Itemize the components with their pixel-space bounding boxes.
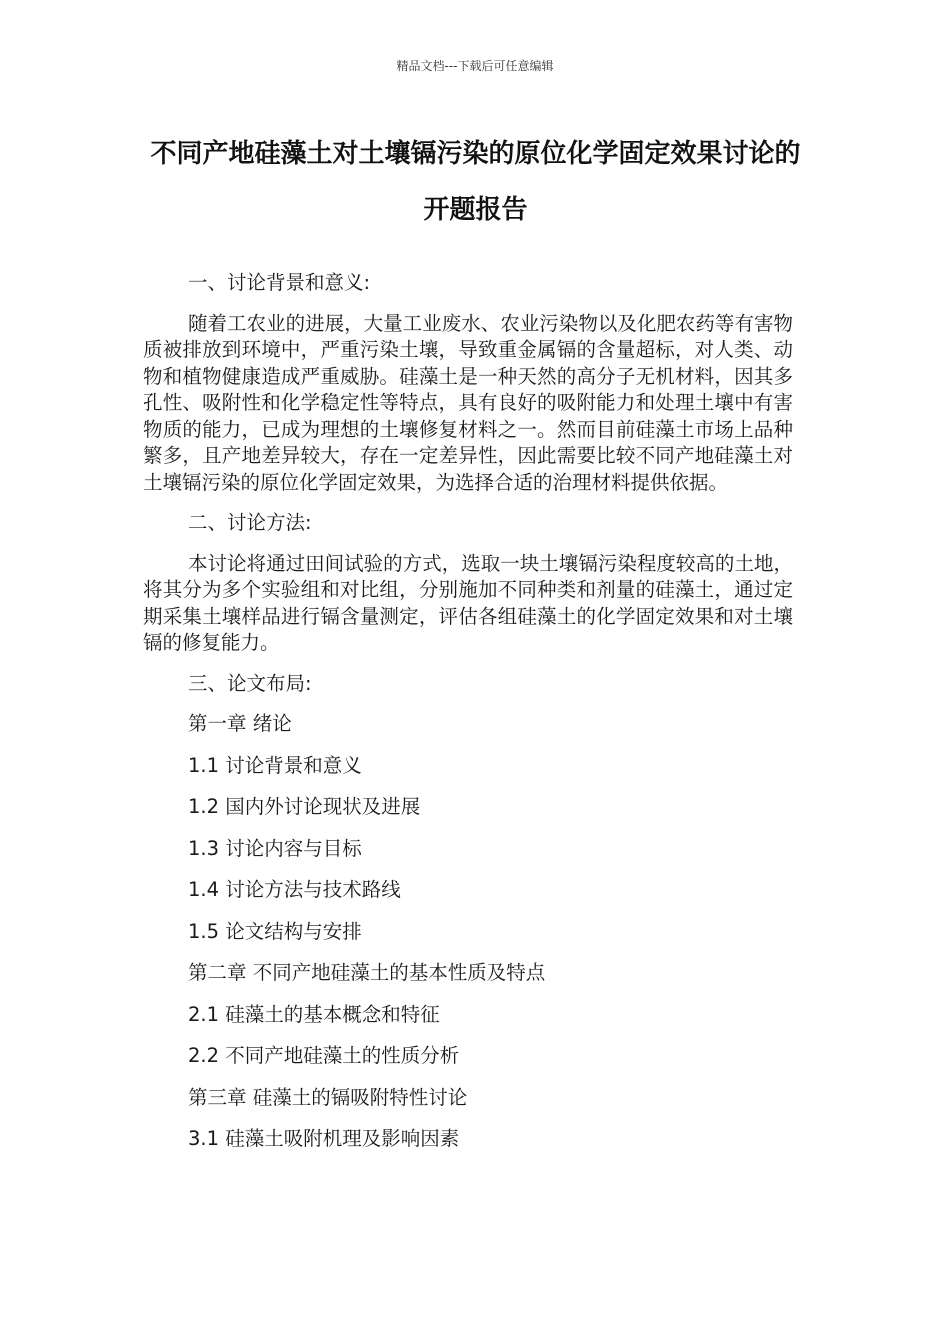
toc-item: 第一章 绪论	[188, 712, 292, 735]
document-title: 不同产地硅藻土对土壤镉污染的原位化学固定效果讨论的开题报告	[150, 139, 801, 225]
section-heading-method: 二、讨论方法:	[188, 511, 312, 534]
toc-item: 第三章 硅藻土的镉吸附特性讨论	[188, 1085, 468, 1109]
toc-item: 1.3 讨论内容与目标	[188, 836, 362, 860]
toc-item: 2.2 不同产地硅藻土的性质分析	[188, 1044, 460, 1067]
header-note: 精品文档---下载后可任意编辑	[396, 59, 554, 73]
toc-item: 3.1 硅藻土吸附机理及影响因素	[188, 1127, 460, 1150]
toc-item: 1.1 讨论背景和意义	[188, 753, 362, 777]
toc-item: 第二章 不同产地硅藻土的基本性质及特点	[188, 961, 546, 984]
paragraph-background: 随着工农业的进展，大量工业废水、农业污染物以及化肥农药等有害物质被排放到环境中，严重污染土壤，导致重金属镉的含量超标，对人类、动物和植物健康造成严重威胁。硅藻土是一种天然的高分子无机材料，因其多孔性、吸附性和化学稳定性等特点，具有良好的吸附能力和处理土壤中有害物质的能力，已成为理想的土壤修复材料之一。然而目前硅藻土市场上品种繁多，且产地差异较大，存在一定差异性，因此需要比较不同产地硅藻土对土壤镉污染的原位化学固定效果，为选择合适的治理材料提供依据。	[143, 311, 793, 494]
section-heading-layout: 三、论文布局:	[188, 671, 312, 695]
document-body	[143, 270, 793, 1168]
toc-item: 1.4 讨论方法与技术路线	[188, 878, 401, 901]
toc-item: 1.5 论文结构与安排	[188, 919, 362, 943]
toc-item: 2.1 硅藻土的基本概念和特征	[188, 1002, 440, 1026]
section-heading-background: 一、讨论背景和意义:	[188, 271, 371, 294]
paragraph-method: 本讨论将通过田间试验的方式，选取一块土壤镉污染程度较高的土地，将其分为多个实验组和对比组，分别施加不同种类和剂量的硅藻土，通过定期采集土壤样品进行镉含量测定，评估各组硅藻土的化学固定效果和对土壤镉的修复能力。	[143, 551, 793, 654]
toc-item: 1.2 国内外讨论现状及进展	[188, 795, 421, 818]
